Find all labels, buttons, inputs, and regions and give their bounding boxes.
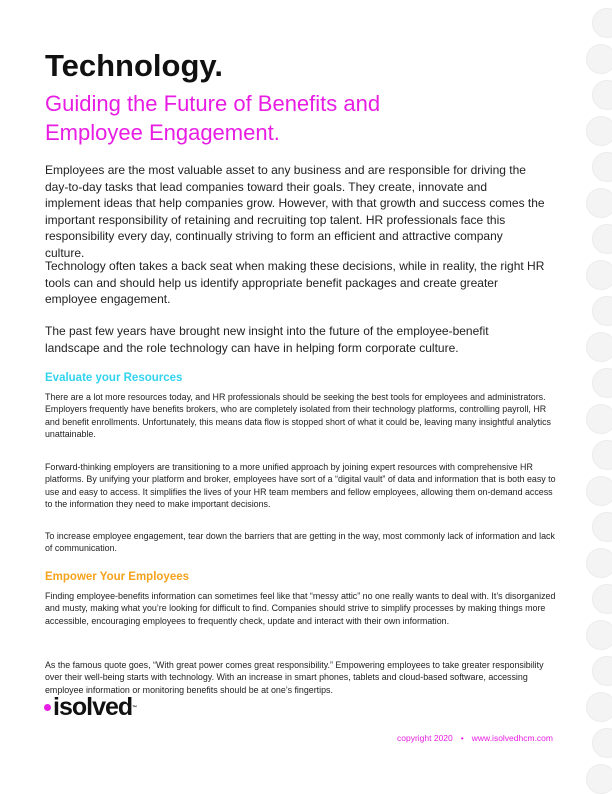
footer bbox=[397, 733, 553, 743]
decorative-circle bbox=[586, 260, 612, 290]
decorative-circle bbox=[586, 404, 612, 434]
section-paragraph: Forward-thinking employers are transitioning to a more unified approach by joining expert resources with comprehensive HR platforms. By unifying your platform and broker, employees have sort of a “digital vault” of data and information that is both easy to use and easy to access. It simplifies the lives of your HR team members and fellow employees, allowing them on-demand access to the information they need to make important decisions. bbox=[45, 462, 556, 510]
decorative-circle bbox=[592, 512, 612, 542]
decorative-circle bbox=[586, 620, 612, 650]
section-heading-evaluate: Evaluate your Resources bbox=[45, 372, 183, 384]
decorative-circle bbox=[592, 728, 612, 758]
decorative-circle bbox=[592, 656, 612, 686]
decorative-circle bbox=[592, 296, 612, 326]
decorative-circle bbox=[592, 368, 612, 398]
decorative-circle bbox=[586, 692, 612, 722]
logo-text: isolved bbox=[53, 693, 133, 721]
decorative-circle bbox=[586, 188, 612, 218]
decorative-circle bbox=[592, 440, 612, 470]
footer-separator: • bbox=[460, 733, 464, 743]
decorative-circle bbox=[592, 80, 612, 110]
decorative-circle bbox=[592, 224, 612, 254]
decorative-circle-pattern bbox=[586, 0, 612, 792]
decorative-circle bbox=[586, 548, 612, 578]
decorative-circle bbox=[586, 116, 612, 146]
decorative-circle bbox=[586, 476, 612, 506]
page-title: Technology. bbox=[45, 48, 223, 83]
logo-dot-icon bbox=[44, 704, 51, 711]
intro-paragraph: Technology often takes a back seat when making these decisions, while in reality, the right HR tools can and should help us identify appropriate benefit packages and create greater employee engagement. bbox=[45, 259, 545, 306]
website-link[interactable]: www.isolvedhcm.com bbox=[471, 733, 553, 743]
logo-trademark: ™ bbox=[132, 704, 138, 711]
copyright: copyright 2020 bbox=[397, 733, 453, 743]
page-subtitle: Guiding the Future of Benefits and Employee Engagement. bbox=[45, 91, 381, 145]
section-heading-empower: Empower Your Employees bbox=[45, 571, 190, 583]
decorative-circle bbox=[586, 764, 612, 794]
decorative-circle bbox=[592, 584, 612, 614]
section-paragraph: To increase employee engagement, tear down the barriers that are getting in the way, most commonly lack of information and lack of communication. bbox=[45, 531, 555, 554]
isolved-logo bbox=[44, 693, 137, 722]
section-paragraph: Finding employee-benefits information can sometimes feel like that “messy attic” no one really wants to deal with. It’s disorganized and musty, making what you’re looking for difficult to find. Companies should strive to simplify processes by making things more accessible, encouraging employees to frequently check, update and interact with their own information. bbox=[45, 591, 556, 626]
intro-paragraph: Employees are the most valuable asset to any business and are responsible for driving the day-to-day tasks that lead companies toward their goals. They create, innovate and implement ideas that help companies grow. However, with that growth and success comes the important responsibility of retaining and recruiting top talent. HR professionals face this responsibility every day, continually striving to form an efficient and attractive company culture. bbox=[45, 163, 545, 260]
section-paragraph: There are a lot more resources today, and HR professionals should be seeking the best tools for employees and administrators. Employers frequently have benefits brokers, who are completely isolated from their technology platforms, controlling payroll, HR and benefit enrollments. Unfortunately, this means data flow is stopped short of what it could be, leaving many insightful analytics unattainable. bbox=[45, 392, 551, 440]
section-paragraph: As the famous quote goes, “With great power comes great responsibility.” Empowering employees to take greater responsibility over their well-being starts with technology. With an increase in smart phones, tablets and cloud-based software, accessing employee information or monitoring benefits should be at one’s fingertips. bbox=[45, 660, 544, 695]
intro-paragraph: The past few years have brought new insight into the future of the employee-benefit landscape and the role technology can have in helping form corporate culture. bbox=[45, 324, 489, 355]
decorative-circle bbox=[592, 8, 612, 38]
decorative-circle bbox=[592, 152, 612, 182]
decorative-circle bbox=[586, 44, 612, 74]
decorative-circle bbox=[586, 332, 612, 362]
